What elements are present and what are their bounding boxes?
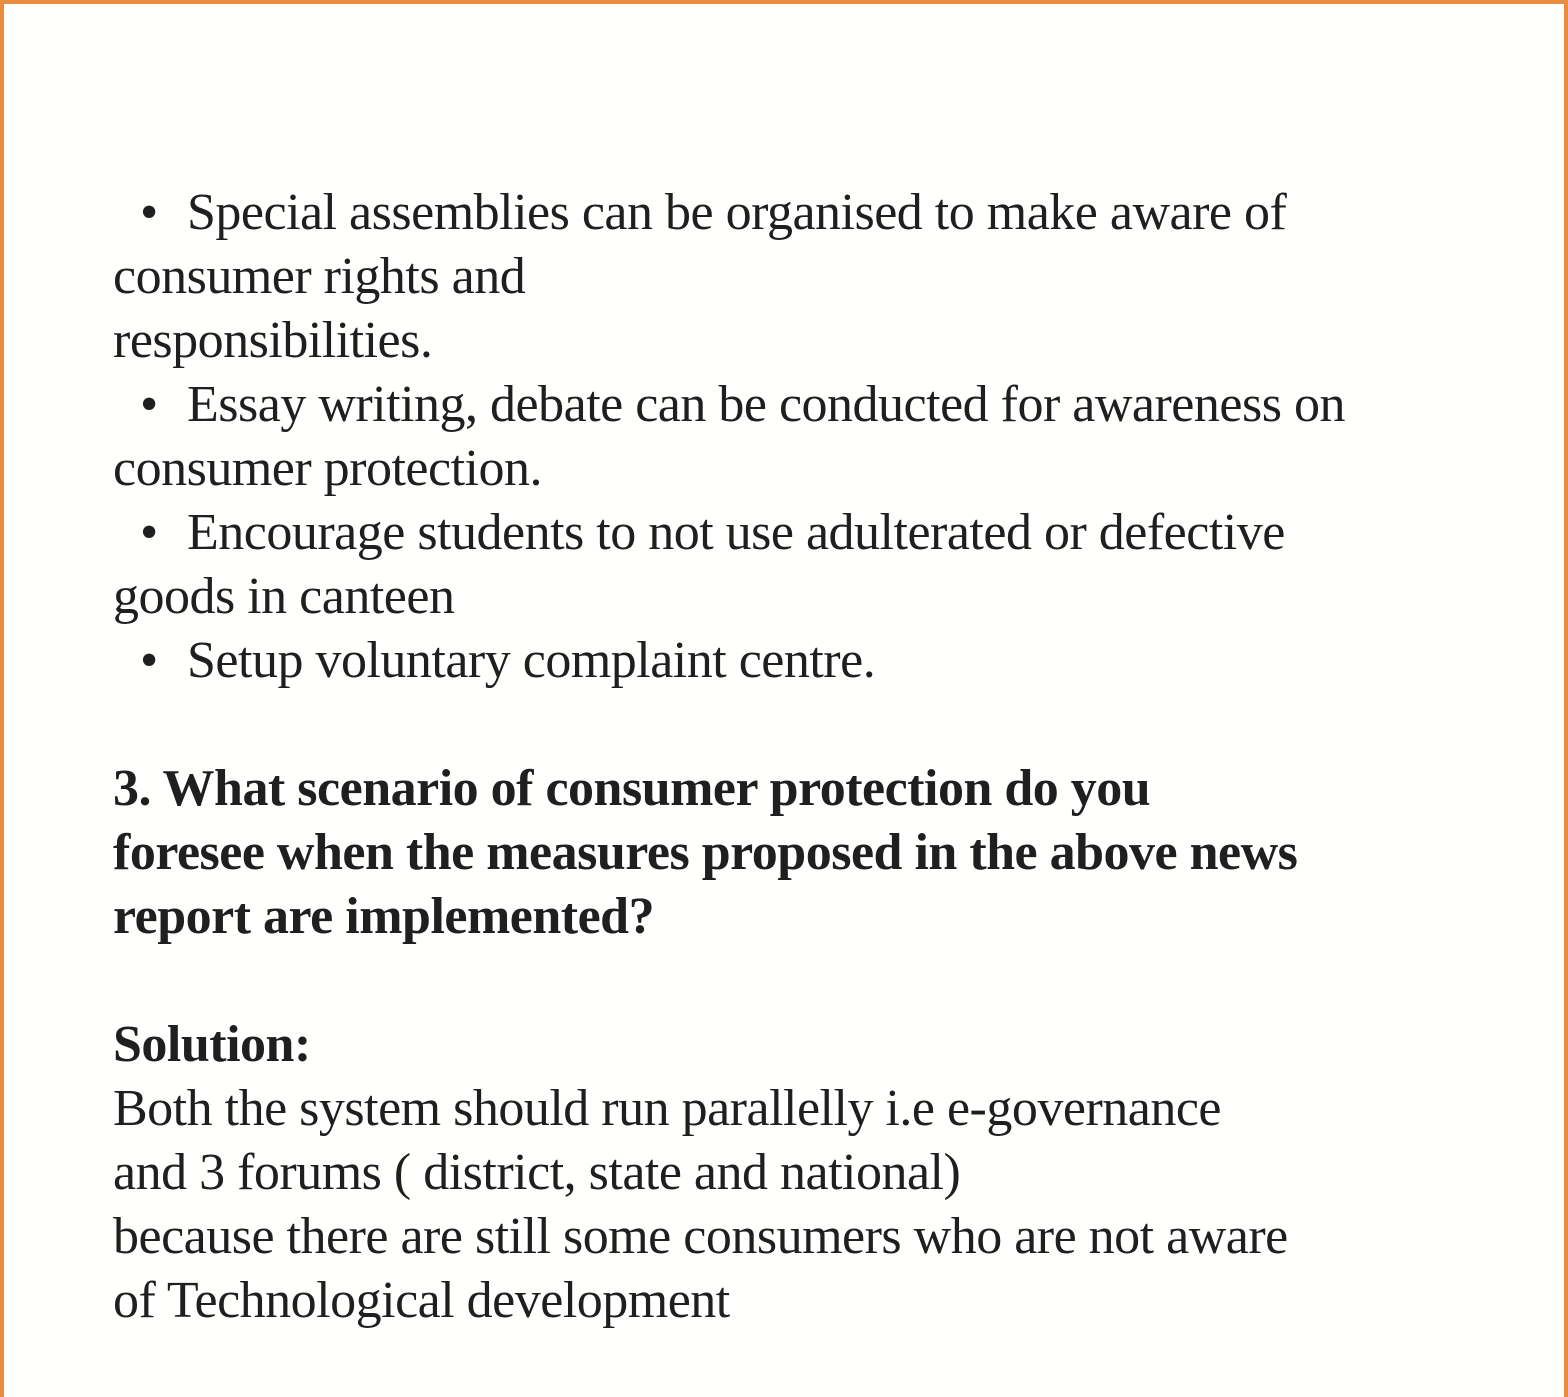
bullet-line-text: Special assemblies can be organised to make aware of xyxy=(187,184,1287,241)
continuation-line xyxy=(113,245,1544,309)
document-content xyxy=(4,4,1564,1333)
solution-line: of Technological development xyxy=(113,1272,730,1329)
bullet-line-text: Essay writing, debate can be conducted for awareness on xyxy=(187,376,1345,433)
bullet-line-text: Setup voluntary complaint centre. xyxy=(187,632,876,689)
bullet-line xyxy=(113,181,1544,245)
continuation-line xyxy=(113,565,1544,629)
bullet-marker: • xyxy=(140,376,158,433)
question-line: 3. What scenario of consumer protection do you xyxy=(113,760,1151,817)
continuation-line xyxy=(113,437,1544,501)
bullet-line xyxy=(113,373,1544,437)
continuation-line-text: consumer rights and xyxy=(113,248,526,305)
continuation-line xyxy=(113,309,1544,373)
solution-heading: Solution: xyxy=(113,1016,311,1073)
bullet-line xyxy=(113,501,1544,565)
question-heading xyxy=(113,757,1544,949)
bullet-list-section xyxy=(113,181,1544,693)
continuation-line-text: goods in canteen xyxy=(113,568,455,625)
solution-line: and 3 forums ( district, state and national) xyxy=(113,1144,961,1201)
solution-section xyxy=(113,1013,1544,1333)
solution-line: because there are still some consumers who are not aware xyxy=(113,1208,1288,1265)
continuation-line-text: responsibilities. xyxy=(113,312,433,369)
bullet-line-text: Encourage students to not use adulterated or defective xyxy=(187,504,1285,561)
question-line: foresee when the measures proposed in the above news xyxy=(113,824,1298,881)
bullet-marker: • xyxy=(140,632,158,689)
bullet-marker: • xyxy=(140,504,158,561)
bullet-marker: • xyxy=(140,184,158,241)
bullet-line xyxy=(113,629,1544,693)
continuation-line-text: consumer protection. xyxy=(113,440,542,497)
solution-line: Both the system should run parallelly i.e e-governance xyxy=(113,1080,1222,1137)
question-line: report are implemented? xyxy=(113,888,655,945)
